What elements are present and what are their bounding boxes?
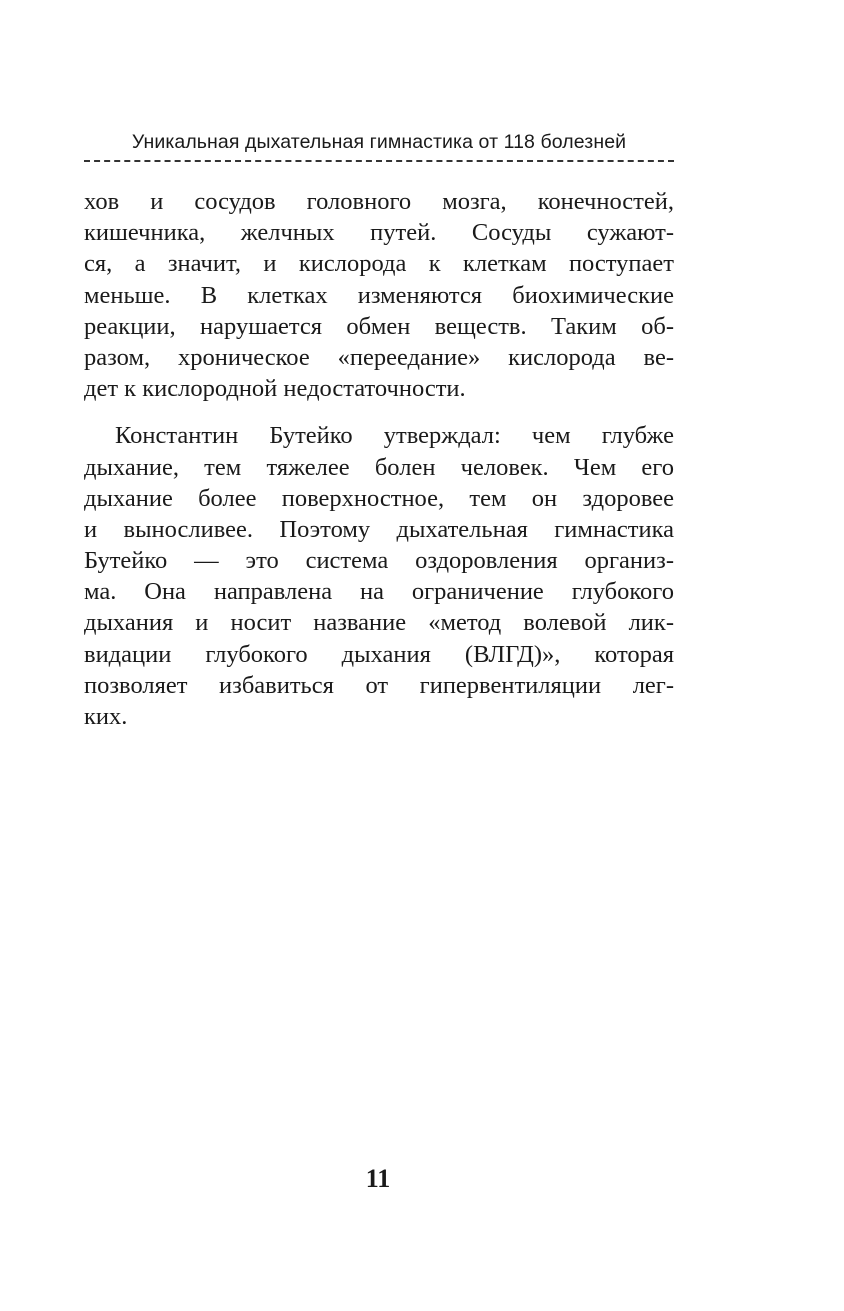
paragraph-line: и выносливее. Поэтому дыхательная гимнастика <box>84 515 674 543</box>
page-number: 11 <box>365 1164 391 1193</box>
paragraph-gap <box>84 404 674 420</box>
paragraph-line: дыхание более поверхностное, тем он здоровее <box>84 484 674 512</box>
paragraph-line: хов и сосудов головного мозга, конечностей, <box>84 188 674 215</box>
paragraph-line: дыхание, тем тяжелее болен человек. Чем его <box>84 453 674 481</box>
body-text <box>84 186 674 732</box>
paragraph-line: дет к кислородной недостаточности. <box>84 375 466 403</box>
running-header-title: Уникальная дыхательная гимнастика от 118 болезней <box>131 131 627 153</box>
paragraph-1 <box>84 186 674 404</box>
paragraph-line: Константин Бутейко утверждал: чем глубже <box>115 422 674 450</box>
paragraph-line: разом, хроническое «переедание» кислорода ве- <box>84 343 674 371</box>
paragraph-line: Бутейко — это система оздоровления организ- <box>84 547 674 575</box>
paragraph-line: ма. Она направлена на ограничение глубокого <box>84 578 674 606</box>
header-dashed-rule <box>84 160 674 162</box>
paragraph-line: видации глубокого дыхания (ВЛГД)», которая <box>84 640 674 668</box>
paragraph-line: дыхания и носит название «метод волевой лик- <box>84 609 674 637</box>
paragraph-line: реакции, нарушается обмен веществ. Таким об- <box>84 312 674 340</box>
paragraph-line: ких. <box>84 703 128 730</box>
paragraph-line: кишечника, желчных путей. Сосуды сужают- <box>84 219 674 247</box>
paragraph-line: позволяет избавиться от гипервентиляции лег- <box>84 671 674 699</box>
paragraph-line: меньше. В клетках изменяются биохимические <box>84 281 674 309</box>
paragraph-line: ся, а значит, и кислорода к клеткам поступает <box>84 250 674 278</box>
paragraph-2 <box>84 420 674 732</box>
